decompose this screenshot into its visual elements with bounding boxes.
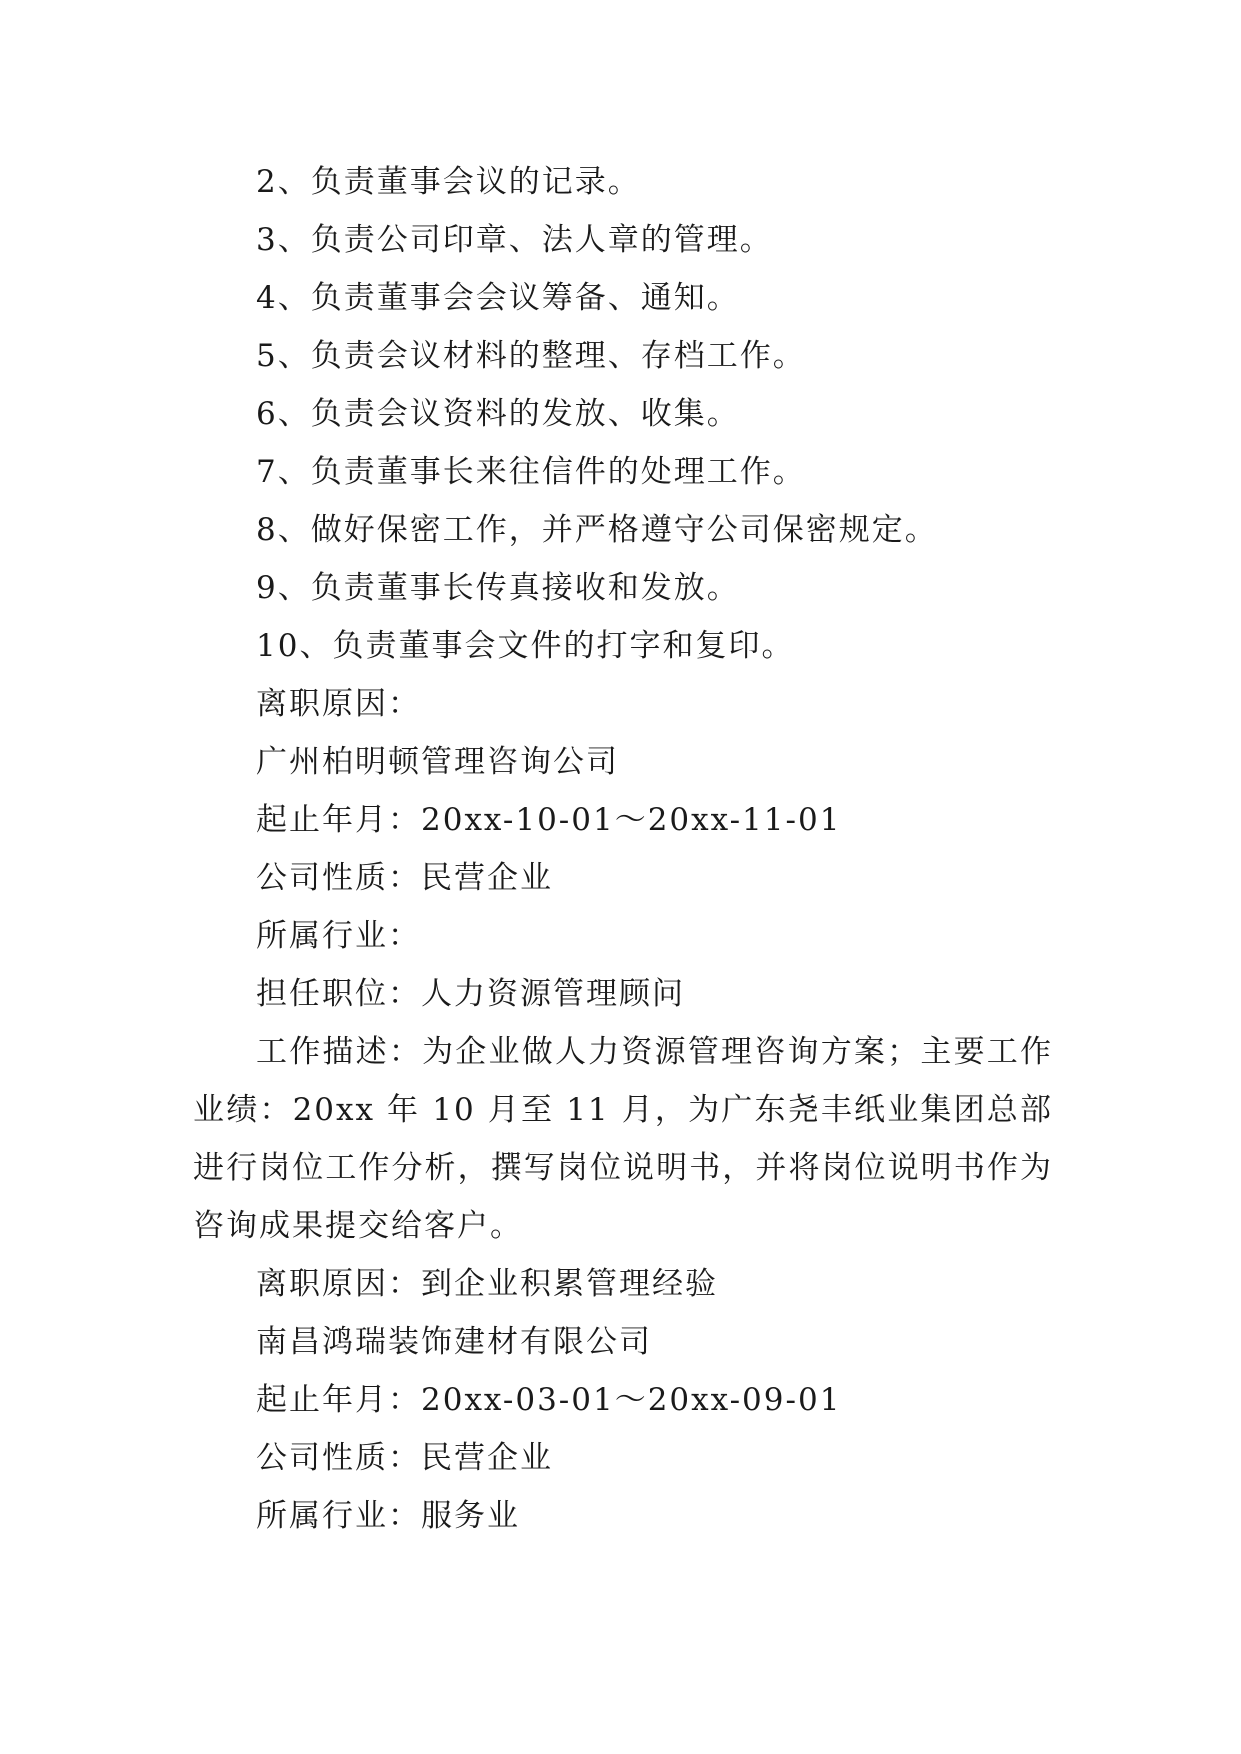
period-3: 起止年月：20xx-03-01～20xx-09-01 — [256, 1382, 842, 1418]
leave-reason-1: 离职原因： — [256, 686, 421, 722]
position-2: 担任职位：人力资源管理顾问 — [256, 976, 685, 1012]
company-name-3: 南昌鸿瑞装饰建材有限公司 — [256, 1324, 652, 1360]
company-nature-3: 公司性质：民营企业 — [256, 1440, 553, 1476]
industry-2: 所属行业： — [256, 918, 421, 954]
duty-item: 7、负责董事长来往信件的处理工作。 — [256, 454, 806, 490]
leave-reason-2: 离职原因：到企业积累管理经验 — [256, 1266, 718, 1302]
document-body — [193, 153, 1053, 1545]
duty-item: 3、负责公司印章、法人章的管理。 — [256, 222, 773, 258]
duty-item: 4、负责董事会会议筹备、通知。 — [256, 280, 740, 316]
company-name-2: 广州柏明顿管理咨询公司 — [256, 744, 619, 780]
job-description-2: 工作描述：为企业做人力资源管理咨询方案；主要工作业绩：20xx 年 10 月至 11 月，为广东尧丰纸业集团总部进行岗位工作分析，撰写岗位说明书，并将岗位说明书作为咨询成果提交给客户。 — [193, 1034, 1053, 1244]
duty-item: 2、负责董事会议的记录。 — [256, 164, 641, 200]
company-nature-2: 公司性质：民营企业 — [256, 860, 553, 896]
industry-3: 所属行业：服务业 — [256, 1498, 520, 1534]
period-2: 起止年月：20xx-10-01～20xx-11-01 — [256, 802, 842, 838]
duty-item: 6、负责会议资料的发放、收集。 — [256, 396, 740, 432]
duty-item: 8、做好保密工作，并严格遵守公司保密规定。 — [256, 512, 938, 548]
duty-item: 5、负责会议材料的整理、存档工作。 — [256, 338, 806, 374]
duty-item: 10、负责董事会文件的打字和复印。 — [256, 628, 795, 664]
duty-item: 9、负责董事长传真接收和发放。 — [256, 570, 740, 606]
